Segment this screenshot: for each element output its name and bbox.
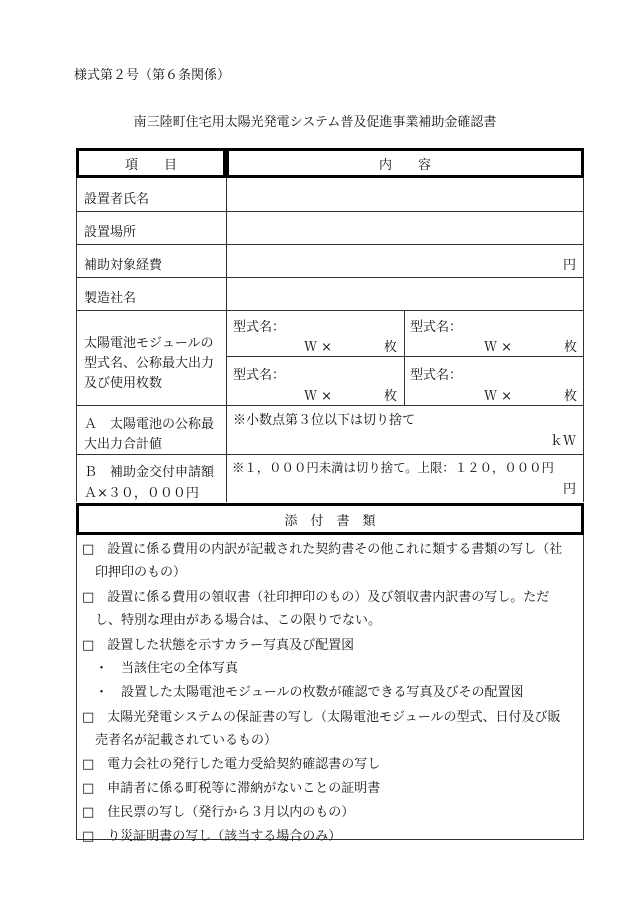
model-label-3: 型式名： (233, 368, 286, 383)
watt-times-1: Ｗ × (304, 340, 333, 355)
attachment-line: □ 設置に係る費用の領収書（社印押印のもの）及び領収書内訳書の写し。ただ (82, 590, 550, 605)
header-content: 内 容 (378, 157, 431, 173)
attachment-line: □ 申請者に係る町税等に滞納がないことの証明書 (82, 781, 381, 796)
label-install-location: 設置場所 (84, 225, 137, 240)
watt-times-2: Ｗ × (484, 340, 513, 355)
label-b-2: Ａ×３０，０００円 (84, 486, 199, 501)
header-content-box (226, 148, 584, 178)
header-item-box (76, 148, 226, 178)
sheets-3: 枚 (384, 389, 398, 404)
sheets-2: 枚 (564, 340, 578, 355)
attachment-line: □ 電力会社の発行した電力受給契約確認書の写し (82, 757, 381, 772)
sheets-4: 枚 (564, 389, 578, 404)
watt-times-4: Ｗ × (484, 389, 513, 404)
form-number: 様式第２号（第６条関係） (74, 68, 231, 83)
label-installer-name: 設置者氏名 (84, 192, 150, 207)
watt-times-3: Ｗ × (304, 389, 333, 404)
attachment-line: ・ 設置した太陽電池モジュールの枚数が確認できる写真及びその配置図 (82, 685, 524, 700)
attachment-line: 印押印のもの） (82, 565, 187, 580)
attachment-line: □ 設置した状態を示すカラー写真及び配置図 (82, 638, 355, 653)
attachment-line: ・ 当該住宅の全体写真 (82, 661, 239, 676)
b-note: ※１，０００円未満は切り捨て。上限：１２０，０００円 (232, 460, 554, 475)
model-label-2: 型式名： (410, 320, 463, 335)
model-label-4: 型式名： (410, 368, 463, 383)
label-a-2: 大出力合計値 (84, 437, 163, 452)
attachment-line: 売者名が記載されているもの） (82, 733, 278, 748)
a-note: ※小数点第３位以下は切り捨て (233, 413, 416, 428)
label-module-1: 太陽電池モジュールの (84, 336, 214, 351)
attachment-line: □ 住民票の写し（発行から３月以内のもの） (82, 805, 355, 820)
header-item: 項 目 (124, 157, 177, 173)
attachment-line: □ り災証明書の写し（該当する場合のみ） (82, 829, 342, 844)
b-unit-yen: 円 (562, 482, 576, 497)
a-unit-kw: ｋＷ (549, 434, 576, 449)
label-module-2: 型式名、公称最大出力 (84, 356, 215, 371)
attachment-line: □ 太陽光発電システムの保証書の写し（太陽電池モジュールの型式、日付及び販 (82, 710, 561, 725)
label-manufacturer: 製造社名 (84, 291, 137, 306)
main-table (76, 148, 584, 502)
document-title: 南三陸町住宅用太陽光発電システム普及促進事業補助金確認書 (133, 115, 497, 130)
attachment-line: し、特別な理由がある場合は、この限りでない。 (82, 613, 382, 628)
attachment-line: □ 設置に係る費用の内訳が記載された契約書その他これに類する書類の写し（社 (82, 542, 563, 557)
unit-yen: 円 (562, 258, 576, 273)
label-module-3: 及び使用枚数 (84, 376, 163, 391)
label-a-1: Ａ 太陽電池の公称最 (84, 417, 215, 432)
label-subsidy-cost: 補助対象経費 (84, 258, 163, 273)
model-label-1: 型式名： (233, 320, 286, 335)
attachments-header-box (76, 503, 584, 535)
label-b-1: Ｂ 補助金交付申請額 (84, 465, 215, 480)
sheets-1: 枚 (384, 340, 398, 355)
attachments-header: 添 付 書 類 (284, 513, 376, 529)
